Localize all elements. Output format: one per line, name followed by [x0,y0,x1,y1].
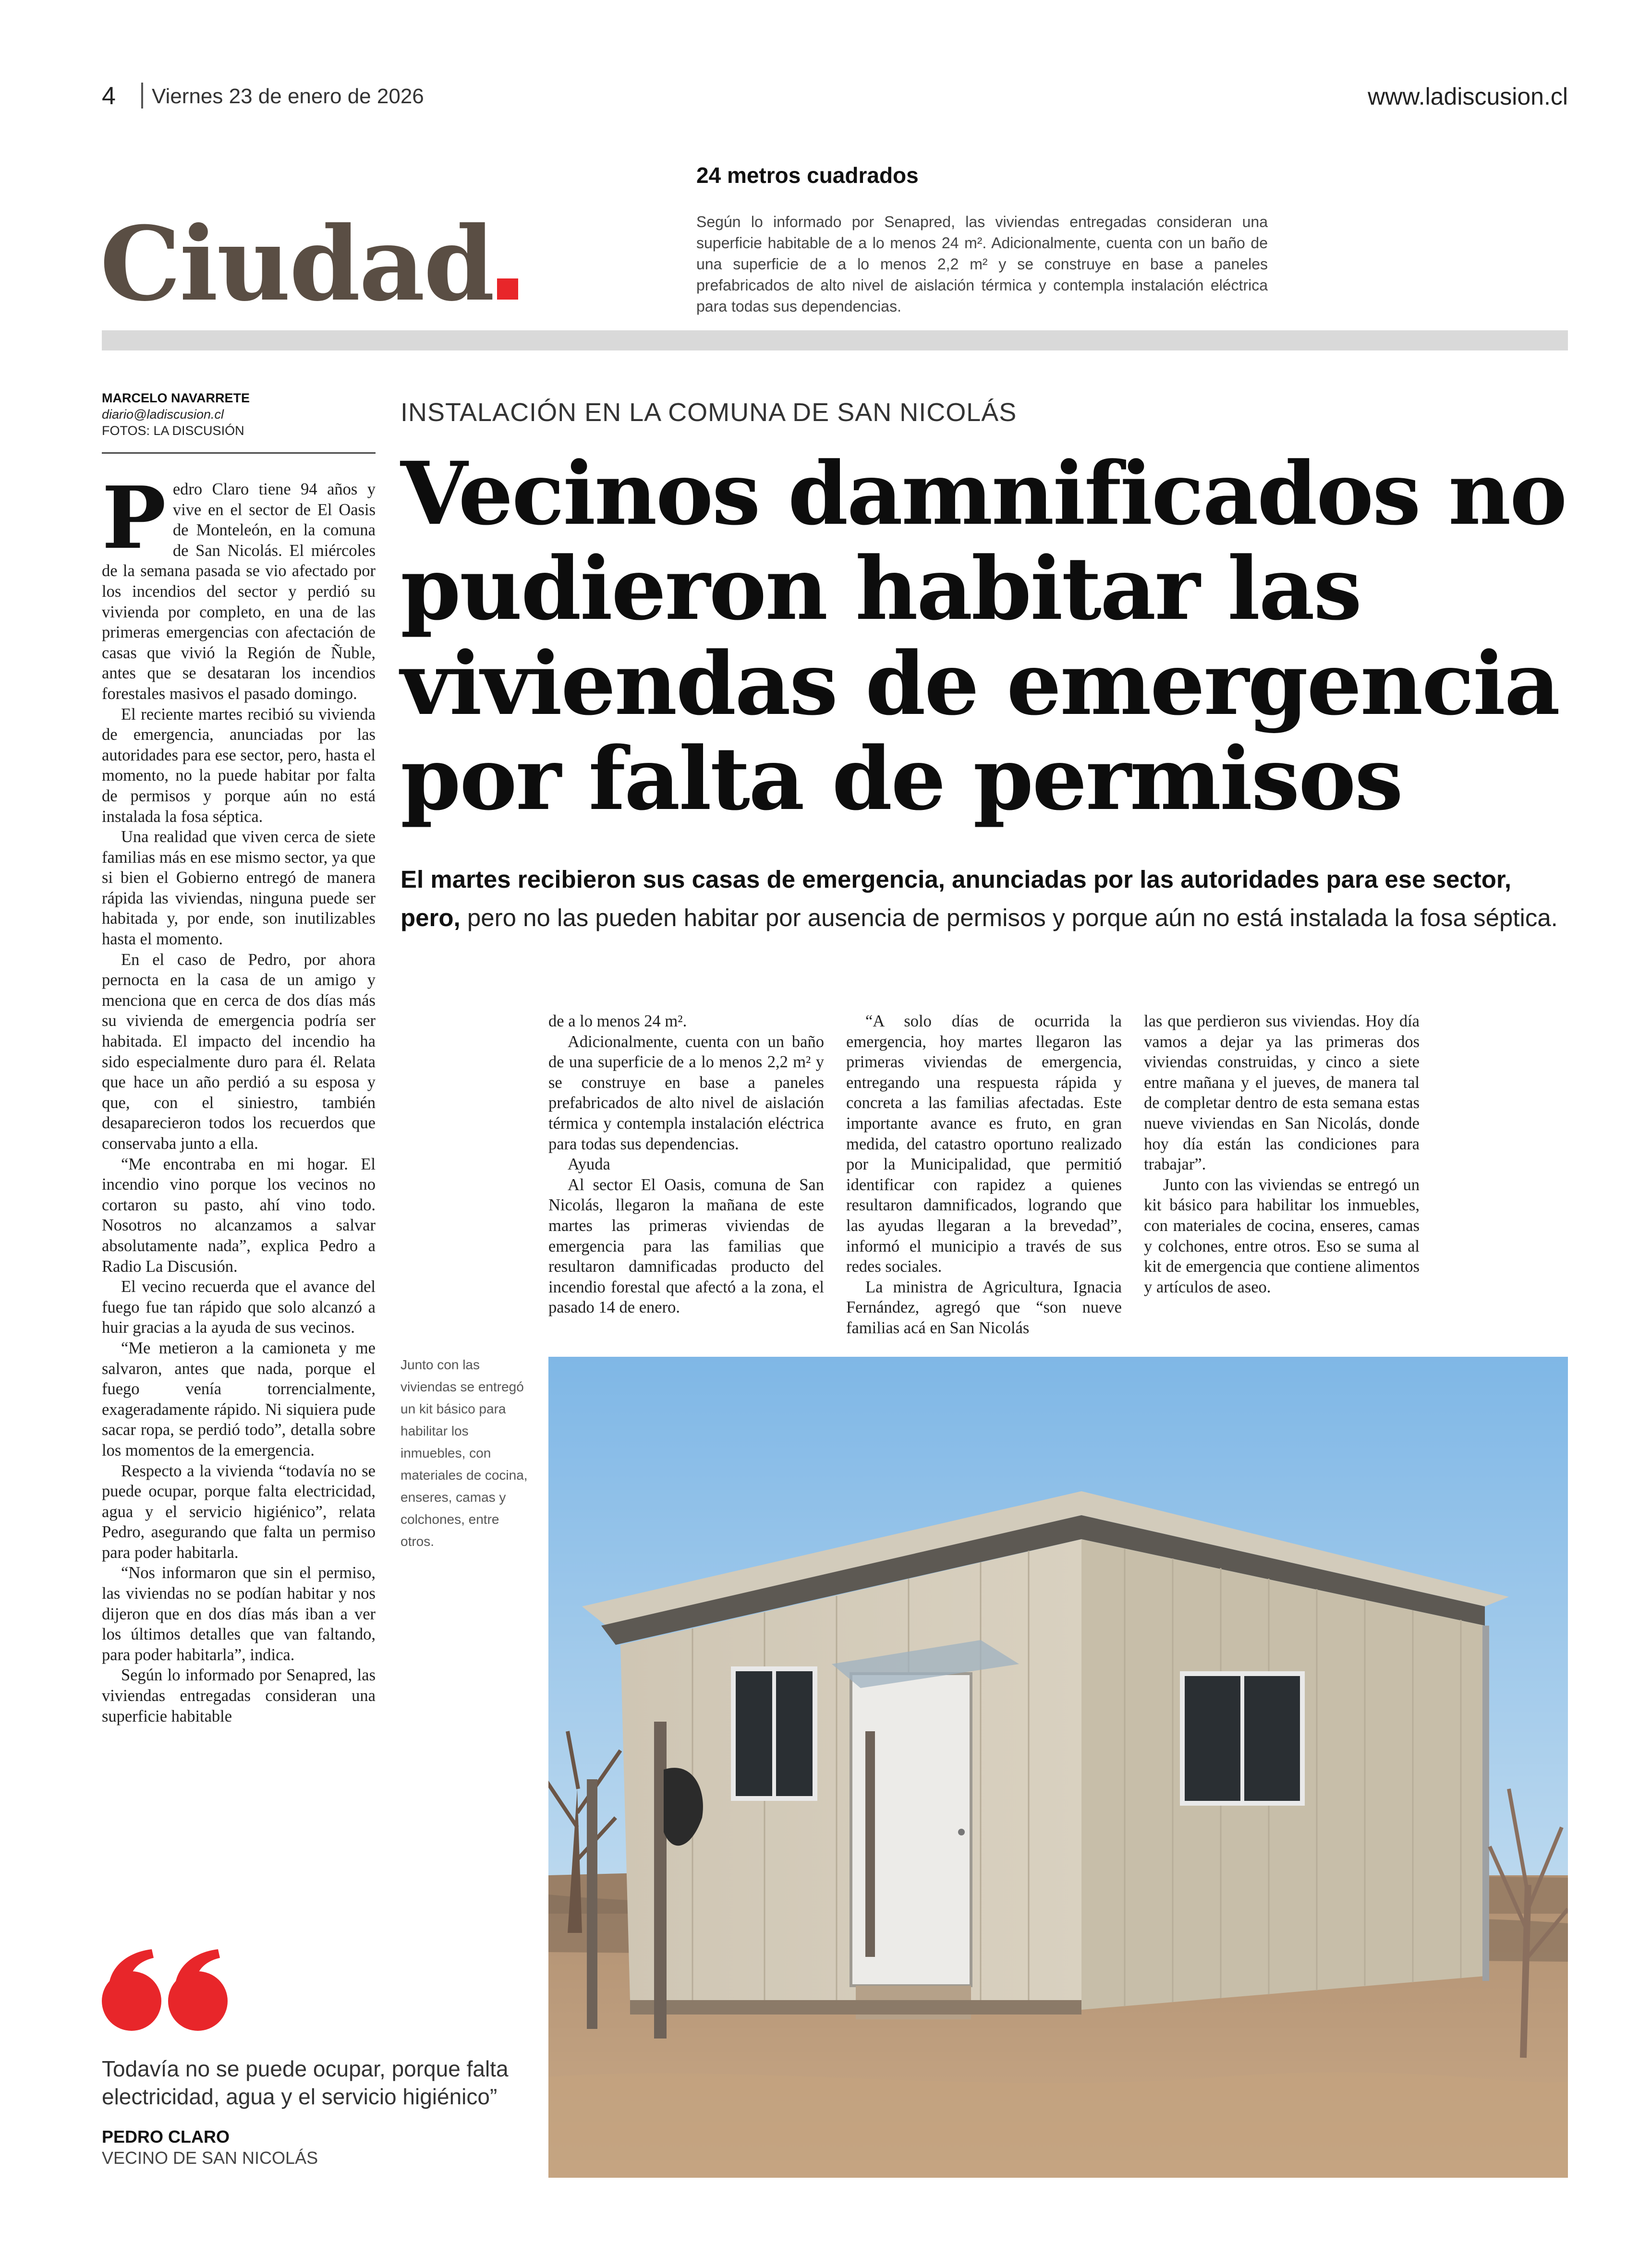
paragraph: El reciente martes recibió su vivienda de emergencia, anunciadas por las autoridades para ese sector, pero, hasta el momento, no la puede habitar por falta de permisos y porque aún no está instalada la fosa séptica. [102,705,376,826]
article-deck [401,860,1572,937]
paragraph: de a lo menos 24 m². [548,1012,687,1030]
quote-mark-icon [99,1947,233,2036]
header-separator [141,83,143,109]
drop-cap: P [102,468,166,568]
paragraph: La ministra de Agricultura, Ignacia Fernández, agregó que “son nueve familias acá en San Nicolás [846,1278,1122,1337]
paragraph: Una realidad que viven cerca de siete familias más en ese mismo sector, ya que si bien el Gobierno entregó de manera rápida las viviendas, ninguna puede ser habitada y, por ende, son inutilizables hasta el momento. [102,828,376,949]
pullquote-text: Todavía no se puede ocupar, porque falta electricidad, agua y el servicio higiénico” [102,2056,509,2109]
issue-date: Viernes 23 de enero de 2026 [152,84,424,108]
deck-regular: pero no las pueden habitar por ausencia de permisos y porque aún no está instalada la fosa séptica. [460,904,1558,931]
section-divider-bar [102,330,1568,350]
paragraph: “Me encontraba en mi hogar. El incendio vino porque los vecinos no cortaron su pasto, ahí vino todo. Nosotros no alcanzamos a salvar absolutamente nada”, explica Pedro a Radio La Discusión. [102,1155,376,1276]
paragraph: “A solo días de ocurrida la emergencia, hoy martes llegaron las primeras viviendas de emergencia, entregando una respuesta rápida y concreta a las familias afectadas. Este importante avance es fruto, en gran medida, del catastro oportuno realizado por la Municipalidad, que permitió identificar con rapidez a quienes resultaron damnificados, logrando que las ayudas llegaran a la brevedad”, informó el municipio a través de sus redes sociales. [846,1012,1122,1276]
subheading: Ayuda [568,1155,610,1174]
photo-caption: Junto con las viviendas se entregó un kit básico para habilitar los inmuebles, con materiales de cocina, enseres, camas y colchones, entre otros. [401,1357,528,1549]
byline-rule [102,452,376,454]
article-column-2 [548,1011,824,1318]
paragraph: “Me metieron a la camioneta y me salvaron, antes que nada, porque el fuego venía torrencialmente, exageradamente rápido. Ni siquiera pude sacar ropa, se perdió todo”, detalla sobre los momentos de la emergencia. [102,1339,376,1460]
paragraph: En el caso de Pedro, por ahora pernocta en la casa de un amigo y menciona que en cerca de dos días más su vivienda de emergencia podría ser habitada. El impacto del incendio ha sido especialmente duro para él. Relata que hace un año perdió a su esposa y que, con el siniestro, también desaparecieron todos los recuerdos que conservaba junto a ella. [102,950,376,1153]
website-link[interactable]: www.ladiscusion.cl [1368,83,1568,110]
paragraph: edro Claro tiene 94 años y vive en el sector de El Oasis de Monteleón, en la comuna de San Nicolás. El miércoles de la semana pasada se vio afectado por los incendios del sector y perdió su vivienda por completo, en una de las primeras emergencias con afectación de casas que vivió la Región de Ñuble, antes que se desataran los incendios forestales masivos el pasado domingo. [102,480,376,703]
article-photo [548,1357,1568,2178]
factbox-title: 24 metros cuadrados [696,163,919,188]
article-headline: Vecinos damnificados no pudieron habitar las viviendas de emergencia por falta de permisos [401,443,1566,830]
paragraph: Según lo informado por Senapred, las viviendas entregadas consideran una superficie habitable [102,1666,376,1725]
article-kicker: INSTALACIÓN EN LA COMUNA DE SAN NICOLÁS [401,398,1017,427]
pullquote-name: PEDRO CLARO [102,2127,230,2147]
article-column-4 [1144,1011,1420,1297]
paragraph: Junto con las viviendas se entregó un kit básico para habilitar los inmuebles, con materiales de cocina, enseres, camas y colchones, entre otros. Eso se suma al kit de emergencia que contiene alimentos y artículos de aseo. [1144,1175,1420,1296]
article-column-1 [102,468,376,1726]
paragraph: Al sector El Oasis, comuna de San Nicolás, llegaron la mañana de este martes las primeras viviendas de emergencia para las familias que resultaron damnificadas producto del incendio forestal que afectó a la zona, el pasado 14 de enero. [548,1175,824,1317]
article-column-3 [846,1011,1122,1339]
paragraph: El vecino recuerda que el avance del fuego fue tan rápido que solo alcanzó a huir gracias a la ayuda de sus vecinos. [102,1278,376,1337]
factbox-text: Según lo informado por Senapred, las viviendas entregadas consideran una superficie habitable de a lo menos 24 m². Adicionalmente, cuenta con un baño de una superficie de a lo menos 2,2 m² y se construye en base a paneles prefabricados de alto nivel de aislación térmica y contempla instalación eléctrica para todas sus dependencias. [696,213,1268,315]
section-title-text: Ciudad [100,204,494,324]
paragraph: Adicionalmente, cuenta con un baño de una superficie de a lo menos 2,2 m² y se construye en base a paneles prefabricados de alto nivel de aislación térmica y contempla instalación eléctrica para todas sus dependencias. [548,1032,824,1153]
page-number: 4 [102,82,116,110]
deck-bold: El martes recibieron sus casas de emergencia, anunciadas por las autoridades para ese sector, pero, [401,866,1512,931]
section-title [100,204,518,324]
paragraph: “Nos informaron que sin el permiso, las viviendas no se podían habitar y nos dijeron que en dos días más iban a ver los últimos detalles que van faltando, para poder habitarla”, indica. [102,1564,376,1664]
emergency-house-photo [548,1357,1568,2178]
paragraph: las que perdieron sus viviendas. Hoy día vamos a dejar ya las primeras dos viviendas construidas, y cinco a siete entre mañana y el jueves, de manera tal de completar dentro de esta semana estas nueve viviendas en San Nicolás, donde hoy día están las condiciones para trabajar”. [1144,1012,1420,1174]
paragraph: Respecto a la vivienda “todavía no se puede ocupar, porque falta electricidad, agua y el servicio higiénico”, relata Pedro, asegurando que falta un permiso para poder habitarla. [102,1461,376,1562]
author-email[interactable]: diario@ladiscusion.cl [102,407,224,422]
section-accent-dot [497,278,518,300]
author-name: MARCELO NAVARRETE [102,391,250,405]
photo-credit: FOTOS: LA DISCUSIÓN [102,423,244,438]
pullquote-role: VECINO DE SAN NICOLÁS [102,2148,318,2168]
